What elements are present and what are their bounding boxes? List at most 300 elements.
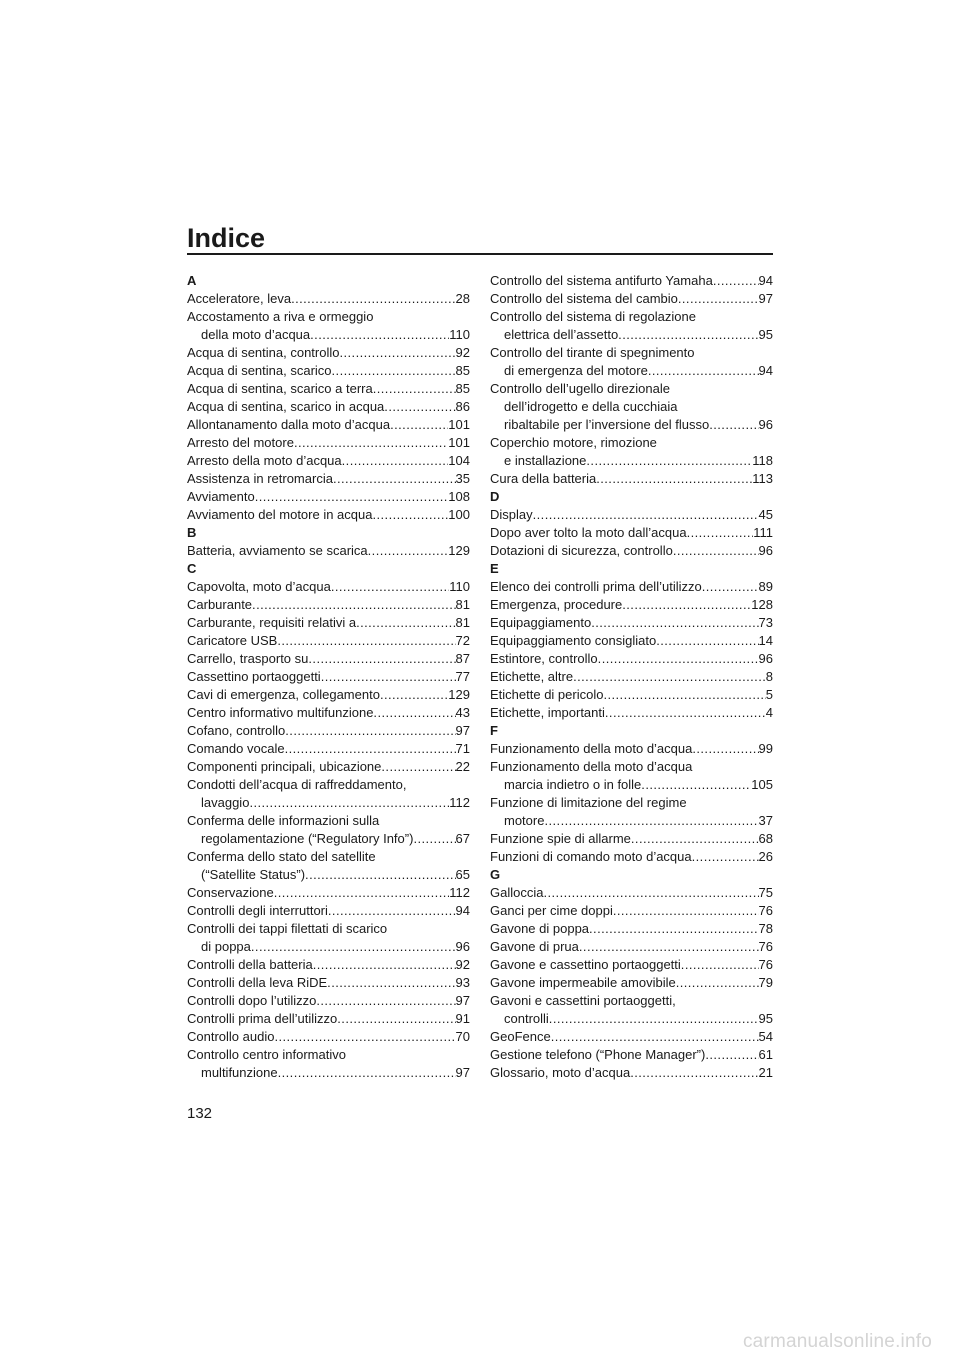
index-entry-line: [187, 578, 470, 596]
index-entry-text: Galloccia: [490, 885, 544, 900]
index-entry-text: Conservazione: [187, 885, 274, 900]
index-entry-text: Controllo del sistema del cambio: [490, 291, 678, 306]
index-page-number: 8: [765, 669, 773, 684]
dot-leader: [337, 1010, 455, 1028]
index-entry: [187, 470, 470, 488]
index-page-number: 111: [753, 525, 773, 540]
index-entry-line: [490, 920, 773, 938]
index-entry: [490, 902, 773, 920]
index-entry-text: Glossario, moto d’acqua: [490, 1065, 631, 1080]
index-entry: [187, 362, 470, 380]
dot-leader: [308, 650, 455, 668]
index-entry-text: della moto d’acqua: [201, 327, 311, 342]
index-entry: [187, 506, 470, 524]
index-entry-line: [490, 704, 773, 722]
index-entry-text: Controlli degli interruttori: [187, 903, 328, 918]
index-entry-line: [187, 308, 470, 326]
index-page-number: 81: [455, 615, 470, 630]
index-entry: [187, 1010, 470, 1028]
dot-leader: [630, 1064, 758, 1082]
index-page-number: 76: [758, 903, 773, 918]
dot-leader: [549, 1010, 759, 1028]
dot-leader: [342, 452, 449, 470]
index-entry-text: Gavoni e cassettini portaoggetti,: [490, 993, 676, 1008]
index-entry-text: Dopo aver tolto la moto dall’acqua: [490, 525, 687, 540]
index-entry-text: motore: [504, 813, 545, 828]
index-page-number: 4: [765, 705, 773, 720]
index-entry-text: Acceleratore, leva: [187, 291, 292, 306]
index-entry-line: [490, 578, 773, 596]
index-page-number: 45: [758, 507, 773, 522]
dot-leader: [390, 416, 448, 434]
dot-leader: [294, 434, 448, 452]
index-entry: [187, 1028, 470, 1046]
index-page-number: 101: [448, 417, 470, 432]
index-page-number: 89: [758, 579, 773, 594]
index-entry-text: Controlli prima dell’utilizzo: [187, 1011, 338, 1026]
index-entry-line: [490, 434, 773, 452]
dot-leader: [291, 290, 455, 308]
index-entry-text: Arresto del motore: [187, 435, 294, 450]
index-entry-text: Capovolta, moto d’acqua: [187, 579, 331, 594]
index-entry: [187, 740, 470, 758]
index-entry-line: [490, 1064, 773, 1082]
dot-leader: [333, 470, 456, 488]
index-entry-text: Carburante: [187, 597, 253, 612]
index-entry-text: elettrica dell’assetto: [504, 327, 619, 342]
dot-leader: [381, 758, 455, 776]
index-entry-text: (“Satellite Status”): [201, 867, 306, 882]
index-entry-line: [490, 272, 773, 290]
index-page-number: 65: [455, 867, 470, 882]
dot-leader: [702, 578, 759, 596]
index-entry-line: [490, 308, 773, 326]
index-page-number: 104: [448, 453, 470, 468]
index-entry-line: [187, 614, 470, 632]
index-entry: [490, 596, 773, 614]
index-entry-line: [490, 416, 773, 434]
index-page-number: 129: [448, 687, 470, 702]
index-entry: [490, 650, 773, 668]
index-page-number: 26: [758, 849, 773, 864]
dot-leader: [692, 740, 758, 758]
index-page-number: 92: [455, 957, 470, 972]
index-entry-text: Controllo audio: [187, 1029, 275, 1044]
section-letter: A: [187, 273, 197, 288]
index-entry-text: multifunzione: [201, 1065, 278, 1080]
dot-leader: [327, 974, 455, 992]
index-entry: [490, 1046, 773, 1064]
index-entry-text: Funzione spie di allarme: [490, 831, 631, 846]
index-page-number: 5: [765, 687, 773, 702]
index-entry-text: Controllo del sistema antifurto Yamaha: [490, 273, 713, 288]
index-entry-line: [490, 668, 773, 686]
index-entry-line: [187, 830, 470, 848]
index-entry: [490, 542, 773, 560]
index-entry-text: di emergenza del motore: [504, 363, 648, 378]
index-entry-line: [490, 956, 773, 974]
index-page-number: 76: [758, 957, 773, 972]
index-page-number: 99: [758, 741, 773, 756]
dot-leader: [656, 632, 758, 650]
index-entry: [490, 938, 773, 956]
index-page-number: 96: [758, 651, 773, 666]
index-entry-text: Controlli della batteria: [187, 957, 313, 972]
index-page-number: 95: [758, 327, 773, 342]
index-page-number: 79: [758, 975, 773, 990]
dot-leader: [551, 1028, 759, 1046]
index-entry-line: [187, 740, 470, 758]
index-entry: [490, 704, 773, 722]
index-entry: [187, 578, 470, 596]
dot-leader: [413, 830, 455, 848]
index-page-number: 91: [455, 1011, 470, 1026]
index-entry-line: [490, 1028, 773, 1046]
index-entry-line: [187, 1028, 470, 1046]
index-entry-text: marcia indietro o in folle: [504, 777, 642, 792]
dot-leader: [543, 884, 758, 902]
index-entry: [490, 740, 773, 758]
index-entry-text: Controllo del sistema di regolazione: [490, 309, 696, 324]
dot-leader: [631, 830, 759, 848]
dot-leader: [373, 380, 456, 398]
index-entry-text: lavaggio: [201, 795, 250, 810]
index-entry-text: Acqua di sentina, scarico a terra: [187, 381, 373, 396]
index-entry-text: controlli: [504, 1011, 549, 1026]
index-entry-text: Controllo dell’ugello direzionale: [490, 381, 670, 396]
index-entry: [187, 488, 470, 506]
index-page-number: 110: [449, 327, 470, 342]
index-entry: [187, 380, 470, 398]
index-entry: [490, 380, 773, 434]
index-entry-line: [490, 848, 773, 866]
index-entry-line: [187, 632, 470, 650]
index-entry-line: [490, 452, 773, 470]
index-page-number: 94: [758, 273, 773, 288]
index-entry-line: [187, 902, 470, 920]
index-page-number: 73: [758, 615, 773, 630]
index-page-number: 22: [455, 759, 470, 774]
index-entry-line: [490, 830, 773, 848]
dot-leader: [368, 542, 449, 560]
index-page-number: 97: [455, 993, 470, 1008]
index-entry: [187, 614, 470, 632]
index-entry-line: [187, 650, 470, 668]
index-entry-line: [187, 848, 470, 866]
index-page-number: 97: [455, 1065, 470, 1080]
index-entry-line: [187, 812, 470, 830]
index-page-number: 118: [752, 453, 773, 468]
index-page-number: 108: [448, 489, 470, 504]
index-entry-line: [490, 470, 773, 488]
dot-leader: [249, 794, 449, 812]
index-entry: [490, 524, 773, 542]
dot-leader: [622, 596, 751, 614]
index-page-number: 70: [455, 1029, 470, 1044]
index-entry-line: [187, 506, 470, 524]
index-entry: [187, 668, 470, 686]
index-entry: [187, 704, 470, 722]
index-page-number: 96: [758, 543, 773, 558]
index-entry-line: [490, 542, 773, 560]
index-entry: [490, 290, 773, 308]
dot-leader: [709, 416, 758, 434]
index-entry-text: Componenti principali, ubicazione: [187, 759, 382, 774]
index-entry: [490, 632, 773, 650]
index-entry-text: Funzione di limitazione del regime: [490, 795, 687, 810]
index-page-number: 97: [758, 291, 773, 306]
dot-leader: [277, 632, 455, 650]
index-entry-text: Cavi di emergenza, collegamento: [187, 687, 380, 702]
index-page-number: 54: [758, 1029, 773, 1044]
index-entry: [490, 614, 773, 632]
dot-leader: [278, 1064, 456, 1082]
index-entry: [187, 686, 470, 704]
title-rule: [187, 253, 773, 255]
index-entry-line: [490, 884, 773, 902]
index-entry-text: Cura della batteria: [490, 471, 597, 486]
index-entry-line: [187, 884, 470, 902]
page-title: Indice: [187, 223, 266, 253]
dot-leader: [687, 524, 754, 542]
section-letter: E: [490, 561, 499, 576]
dot-leader: [586, 452, 752, 470]
index-entry: [490, 308, 773, 344]
index-entry-line: [490, 776, 773, 794]
index-entry-text: di poppa: [201, 939, 251, 954]
dot-leader: [573, 668, 766, 686]
index-entry-text: e installazione: [504, 453, 587, 468]
index-page-number: 105: [751, 777, 773, 792]
index-entry-line: [490, 596, 773, 614]
index-page-number: 85: [455, 363, 470, 378]
index-entry-text: Controllo del tirante di spegnimento: [490, 345, 695, 360]
index-entry: [490, 992, 773, 1028]
dot-leader: [596, 470, 752, 488]
index-entry-text: Assistenza in retromarcia: [187, 471, 333, 486]
dot-leader: [641, 776, 751, 794]
index-entry: [490, 1028, 773, 1046]
index-page-number: 21: [758, 1065, 773, 1080]
index-entry-text: Caricatore USB: [187, 633, 278, 648]
index-entry-text: Gavone e cassettino portaoggetti: [490, 957, 681, 972]
index-entry: [187, 902, 470, 920]
index-page-number: 93: [455, 975, 470, 990]
dot-leader: [648, 362, 759, 380]
index-page-number: 129: [448, 543, 470, 558]
index-entry: [490, 884, 773, 902]
index-entry-line: [187, 974, 470, 992]
dot-leader: [274, 1028, 455, 1046]
index-entry-text: Estintore, controllo: [490, 651, 598, 666]
dot-leader: [255, 488, 449, 506]
index-entry: [187, 956, 470, 974]
index-page-number: 128: [751, 597, 773, 612]
dot-leader: [713, 272, 759, 290]
index-entry-text: Gestione telefono (“Phone Manager”): [490, 1047, 706, 1062]
section-letter: G: [490, 867, 501, 882]
index-entry-line: [187, 416, 470, 434]
index-entry: [187, 344, 470, 362]
index-page-number: 101: [448, 435, 470, 450]
dot-leader: [316, 992, 455, 1010]
index-entry: [490, 470, 773, 488]
index-entry-line: [490, 614, 773, 632]
index-entry-line: [490, 992, 773, 1010]
index-entry-text: Controllo centro informativo: [187, 1047, 346, 1062]
dot-leader: [331, 578, 449, 596]
index-page-number: 94: [455, 903, 470, 918]
index-column-left: [187, 272, 470, 1082]
index-entry: [187, 974, 470, 992]
index-entry-line: [187, 686, 470, 704]
watermark: carmanualsonline.info: [742, 1331, 932, 1352]
dot-leader: [533, 506, 759, 524]
index-entry: [187, 884, 470, 902]
dot-leader: [673, 542, 759, 560]
index-entry-line: [490, 362, 773, 380]
index-page-number: 37: [758, 813, 773, 828]
index-entry: [187, 308, 470, 344]
index-entry-text: Gavone di poppa: [490, 921, 590, 936]
index-entry: [490, 920, 773, 938]
dot-leader: [285, 722, 455, 740]
index-entry-line: [490, 812, 773, 830]
index-entry-line: [187, 362, 470, 380]
index-entry: [187, 758, 470, 776]
dot-leader: [285, 740, 456, 758]
index-entry-line: [187, 470, 470, 488]
index-column-right: [490, 272, 773, 1082]
index-entry-line: [187, 758, 470, 776]
index-entry-line: [187, 398, 470, 416]
index-entry-text: Avviamento del motore in acqua: [187, 507, 373, 522]
index-entry-line: [187, 344, 470, 362]
index-page-number: 94: [758, 363, 773, 378]
index-entry-text: GeoFence: [490, 1029, 551, 1044]
index-entry: [490, 794, 773, 830]
index-entry-line: [490, 326, 773, 344]
index-entry-line: [187, 434, 470, 452]
index-entry-text: Equipaggiamento consigliato: [490, 633, 657, 648]
index-entry: [490, 272, 773, 290]
index-page-number: 28: [455, 291, 470, 306]
index-entry-text: Dotazioni di sicurezza, controllo: [490, 543, 673, 558]
index-entry-line: [187, 704, 470, 722]
index-entry-line: [490, 740, 773, 758]
index-entry-text: Comando vocale: [187, 741, 285, 756]
index-entry-text: Funzioni di comando moto d’acqua: [490, 849, 692, 864]
index-entry: [187, 290, 470, 308]
index-entry-text: Condotti dell’acqua di raffreddamento,: [187, 777, 407, 792]
index-entry-text: Etichette di pericolo: [490, 687, 604, 702]
index-page-number: 85: [455, 381, 470, 396]
index-entry-line: [187, 668, 470, 686]
index-entry: [490, 668, 773, 686]
dot-leader: [613, 902, 759, 920]
index-entry-line: [187, 596, 470, 614]
index-entry-line: [490, 398, 773, 416]
index-entry-line: [490, 902, 773, 920]
index-entry: [187, 776, 470, 812]
index-entry: [490, 1064, 773, 1082]
index-entry-text: Cofano, controllo: [187, 723, 286, 738]
index-entry-line: [187, 992, 470, 1010]
dot-leader: [380, 686, 448, 704]
index-entry-text: Carburante, requisiti relativi a: [187, 615, 357, 630]
index-page-number: 112: [449, 885, 470, 900]
index-entry-text: Emergenza, procedure: [490, 597, 623, 612]
dot-leader: [591, 614, 758, 632]
index-entry-line: [490, 686, 773, 704]
index-page-number: 95: [758, 1011, 773, 1026]
index-page-number: 97: [455, 723, 470, 738]
dot-leader: [603, 686, 765, 704]
index-entry-line: [187, 776, 470, 794]
index-entry: [187, 434, 470, 452]
dot-leader: [373, 704, 455, 722]
dot-leader: [681, 956, 759, 974]
index-entry-text: Controlli dei tappi filettati di scarico: [187, 921, 388, 936]
index-entry: [187, 650, 470, 668]
index-entry-text: Centro informativo multifunzione: [187, 705, 374, 720]
index-entry-text: Etichette, altre: [490, 669, 574, 684]
index-entry-line: [490, 632, 773, 650]
index-entry-text: Acqua di sentina, controllo: [187, 345, 340, 360]
index-entry-line: [187, 938, 470, 956]
index-entry-line: [187, 794, 470, 812]
index-entry-text: Controlli della leva RiDE: [187, 975, 328, 990]
section-letter: F: [490, 723, 498, 738]
index-entry-line: [187, 380, 470, 398]
index-entry-line: [490, 344, 773, 362]
index-entry-line: [187, 1046, 470, 1064]
dot-leader: [598, 650, 759, 668]
dot-leader: [313, 956, 456, 974]
dot-leader: [252, 596, 455, 614]
index-entry-text: Elenco dei controlli prima dell’utilizzo: [490, 579, 702, 594]
page-number: 132: [187, 1105, 213, 1122]
index-page-number: 78: [758, 921, 773, 936]
index-entry-line: [187, 866, 470, 884]
index-entry-line: [490, 506, 773, 524]
dot-leader: [579, 938, 759, 956]
index-entry: [490, 848, 773, 866]
dot-leader: [618, 326, 758, 344]
index-entry-line: [187, 452, 470, 470]
index-entry-line: [490, 290, 773, 308]
index-entry-text: Funzionamento della moto d’acqua: [490, 741, 693, 756]
index-entry: [490, 974, 773, 992]
section-letter: D: [490, 489, 500, 504]
index-entry: [187, 542, 470, 560]
index-entry-line: [187, 542, 470, 560]
index-entry-text: Gavone di prua: [490, 939, 579, 954]
index-entry-line: [490, 794, 773, 812]
section-letter: C: [187, 561, 197, 576]
index-entry: [187, 632, 470, 650]
index-entry: [490, 830, 773, 848]
dot-leader: [339, 344, 455, 362]
index-page-number: 81: [455, 597, 470, 612]
dot-leader: [310, 326, 449, 344]
index-entry: [490, 344, 773, 380]
index-entry: [187, 416, 470, 434]
index-entry-text: Allontanamento dalla moto d’acqua: [187, 417, 391, 432]
index-entry: [187, 722, 470, 740]
index-entry-text: Gavone impermeabile amovibile: [490, 975, 676, 990]
index-page-number: 86: [455, 399, 470, 414]
